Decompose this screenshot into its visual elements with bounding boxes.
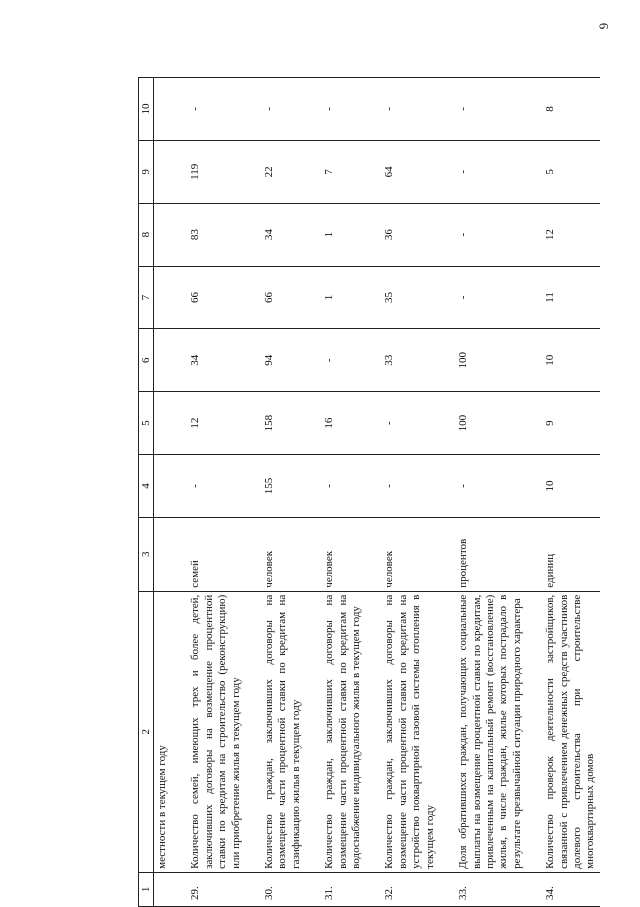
value-col-6: - <box>321 329 365 392</box>
continuation-row <box>154 78 172 907</box>
value-col-4: - <box>455 455 526 518</box>
row-description: Количество граждан, заключивших договоры на возмещение части процентной ставки по кредитам на водоснабжение индивидуального жилья в текущем году <box>321 591 365 872</box>
value-col-8: 83 <box>187 203 245 266</box>
value-col-5: 16 <box>321 392 365 455</box>
value-col-9: 7 <box>321 140 365 203</box>
value-col-6: 100 <box>455 329 526 392</box>
value-col-5: 158 <box>261 392 305 455</box>
value-col-4: 155 <box>261 455 305 518</box>
value-col-6: 94 <box>261 329 305 392</box>
value-col-10: - <box>321 78 365 141</box>
row-unit: процентов <box>455 517 526 591</box>
table-row <box>187 78 245 907</box>
col-header-3: 3 <box>139 517 154 591</box>
value-col-8: 12 <box>542 203 600 266</box>
value-col-7: 66 <box>261 266 305 329</box>
table-row <box>321 78 365 907</box>
row-number: 32. <box>381 872 439 906</box>
col-header-4: 4 <box>139 455 154 518</box>
value-col-5: 12 <box>187 392 245 455</box>
row-unit: человек <box>321 517 365 591</box>
value-col-9: 22 <box>261 140 305 203</box>
value-col-6: 33 <box>381 329 439 392</box>
value-col-10: - <box>261 78 305 141</box>
header-row <box>139 78 154 907</box>
row-description: Количество семей, имеющих трех и более детей, заключивших договоры на возмещение процентной ставки по кредитам на строительство (реконструкцию) или приобретение жилья в текущем году <box>187 591 245 872</box>
value-col-8: - <box>455 203 526 266</box>
value-col-6: 34 <box>187 329 245 392</box>
row-description: Доля обратившихся граждан, получающих социальные выплаты на возмещение процентной ставки по кредитам, привлеченным на капитальный ремонт (восстановление) жилья, в числе граждан, жилье которых пострадало в результате чрезвычайной ситуации природного характера <box>455 591 526 872</box>
col-header-5: 5 <box>139 392 154 455</box>
value-col-7: - <box>455 266 526 329</box>
value-col-8: 1 <box>321 203 365 266</box>
row-unit: семей <box>187 517 245 591</box>
value-col-10: - <box>455 78 526 141</box>
row-number: 29. <box>187 872 245 906</box>
value-col-7: 11 <box>542 266 600 329</box>
value-col-4: - <box>321 455 365 518</box>
col-header-9: 9 <box>139 140 154 203</box>
value-col-4: - <box>381 455 439 518</box>
value-col-10: - <box>187 78 245 141</box>
table-row <box>381 78 439 907</box>
value-col-9: - <box>455 140 526 203</box>
col-header-7: 7 <box>139 266 154 329</box>
value-col-7: 35 <box>381 266 439 329</box>
value-col-6: 10 <box>542 329 600 392</box>
value-col-10: - <box>381 78 439 141</box>
value-col-4: - <box>187 455 245 518</box>
row-description: Количество проверок деятельности застройщиков, связанной с привлечением денежных средств участников долевого строительства при строительстве многоквартирных домов <box>542 591 600 872</box>
col-header-10: 10 <box>139 78 154 141</box>
row-unit: единиц <box>542 517 600 591</box>
row-unit: человек <box>261 517 305 591</box>
row-number: 33. <box>455 872 526 906</box>
rotated-document-table <box>138 77 597 907</box>
value-col-8: 36 <box>381 203 439 266</box>
value-col-9: 5 <box>542 140 600 203</box>
value-col-9: 64 <box>381 140 439 203</box>
page-number: 6 <box>596 22 612 30</box>
table-row <box>455 78 526 907</box>
table-row <box>542 78 600 907</box>
col-header-2: 2 <box>139 591 154 872</box>
value-col-4: 10 <box>542 455 600 518</box>
row-description: Количество граждан, заключивших договоры на возмещение части процентной ставки по кредитам на устройство поквартирной газовой системы отопления в текущем году <box>381 591 439 872</box>
value-col-5: - <box>381 392 439 455</box>
value-col-7: 1 <box>321 266 365 329</box>
value-col-5: 9 <box>542 392 600 455</box>
col-header-8: 8 <box>139 203 154 266</box>
value-col-9: 119 <box>187 140 245 203</box>
value-col-5: 100 <box>455 392 526 455</box>
value-col-8: 34 <box>261 203 305 266</box>
value-col-10: 8 <box>542 78 600 141</box>
row-description: Количество граждан, заключивших договоры на возмещение части процентной ставки по кредитам на газификацию жилья в текущем году <box>261 591 305 872</box>
col-header-1: 1 <box>139 872 154 906</box>
value-col-7: 66 <box>187 266 245 329</box>
row-unit: человек <box>381 517 439 591</box>
indicators-table <box>138 77 600 907</box>
continuation-text: местности в текущем году <box>154 591 172 872</box>
row-number: 34. <box>542 872 600 906</box>
row-number: 31. <box>321 872 365 906</box>
table-row <box>261 78 305 907</box>
row-number: 30. <box>261 872 305 906</box>
col-header-6: 6 <box>139 329 154 392</box>
